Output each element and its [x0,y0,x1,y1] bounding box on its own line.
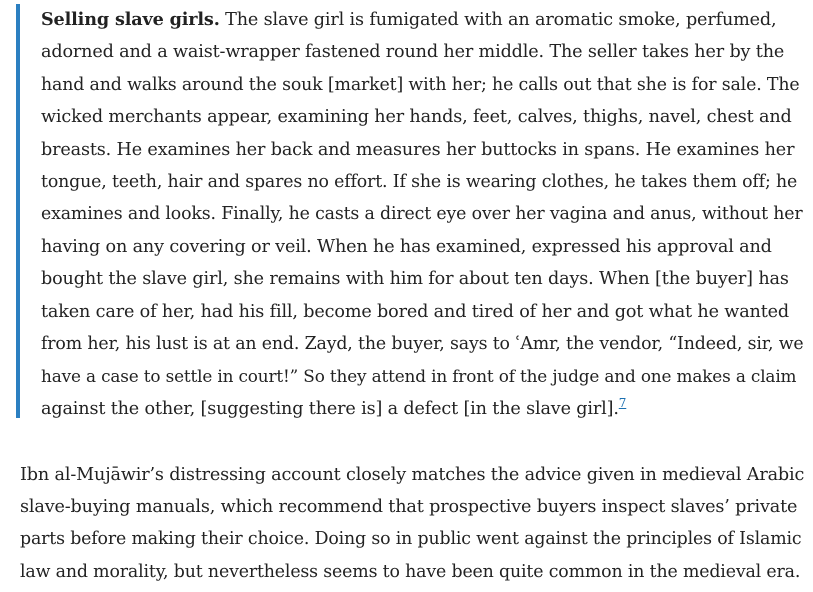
paragraph-line: slave-buying manuals, which recommend that prospective buyers inspect slaves’ private [20,497,798,518]
quote-line: hand and walks around the souk [market] with her; he calls out that she is for sale. The [41,74,800,95]
quote-line: breasts. He examines her back and measures her buttocks in spans. He examines her [41,139,795,160]
quote-line: adorned and a waist-wrapper fastened round her middle. The seller takes her by the [41,42,785,63]
quote-line: bought the slave girl, she remains with him for about ten days. When [the buyer] has [41,269,789,290]
blockquote [16,4,808,418]
paragraph-line: parts before making their choice. Doing so in public went against the principles of Islamic [20,529,802,550]
quote-line-text: The slave girl is fumigated with an aromatic smoke, perfumed, [219,10,777,30]
footnote-link[interactable]: 7 [618,396,627,411]
quote-line: examines and looks. Finally, he casts a direct eye over her vagina and anus, without her [41,204,803,225]
quote-line: have a case to settle in court!” So they attend in front of the judge and one makes a claim [41,366,797,387]
quote-line: wicked merchants appear, examining her hands, feet, calves, thighs, navel, chest and [41,107,792,128]
quote-line [41,393,804,425]
paragraph-line: law and morality, but nevertheless seems to have been quite common in the medieval era. [20,561,801,582]
paragraph-line: Ibn al-Mujāwir’s distressing account closely matches the advice given in medieval Arabic [20,465,805,485]
quote-line: having on any covering or veil. When he has examined, expressed his approval and [41,236,772,257]
quote-line: taken care of her, had his fill, become bored and tired of her and got what he wanted [41,301,790,322]
quote-line [41,4,804,36]
quote-line: from her, his lust is at an end. Zayd, the buyer, says to ʿAmr, the vendor, “Indeed, sir, we [41,334,804,355]
body-paragraph [20,459,810,588]
quote-line: tongue, teeth, hair and spares no effort. If she is wearing clothes, he takes them off; he [41,172,798,193]
quote-line-text: against the other, [suggesting there is] a defect [in the slave girl]. [41,398,619,419]
quote-lead: Selling slave girls. [41,9,220,30]
